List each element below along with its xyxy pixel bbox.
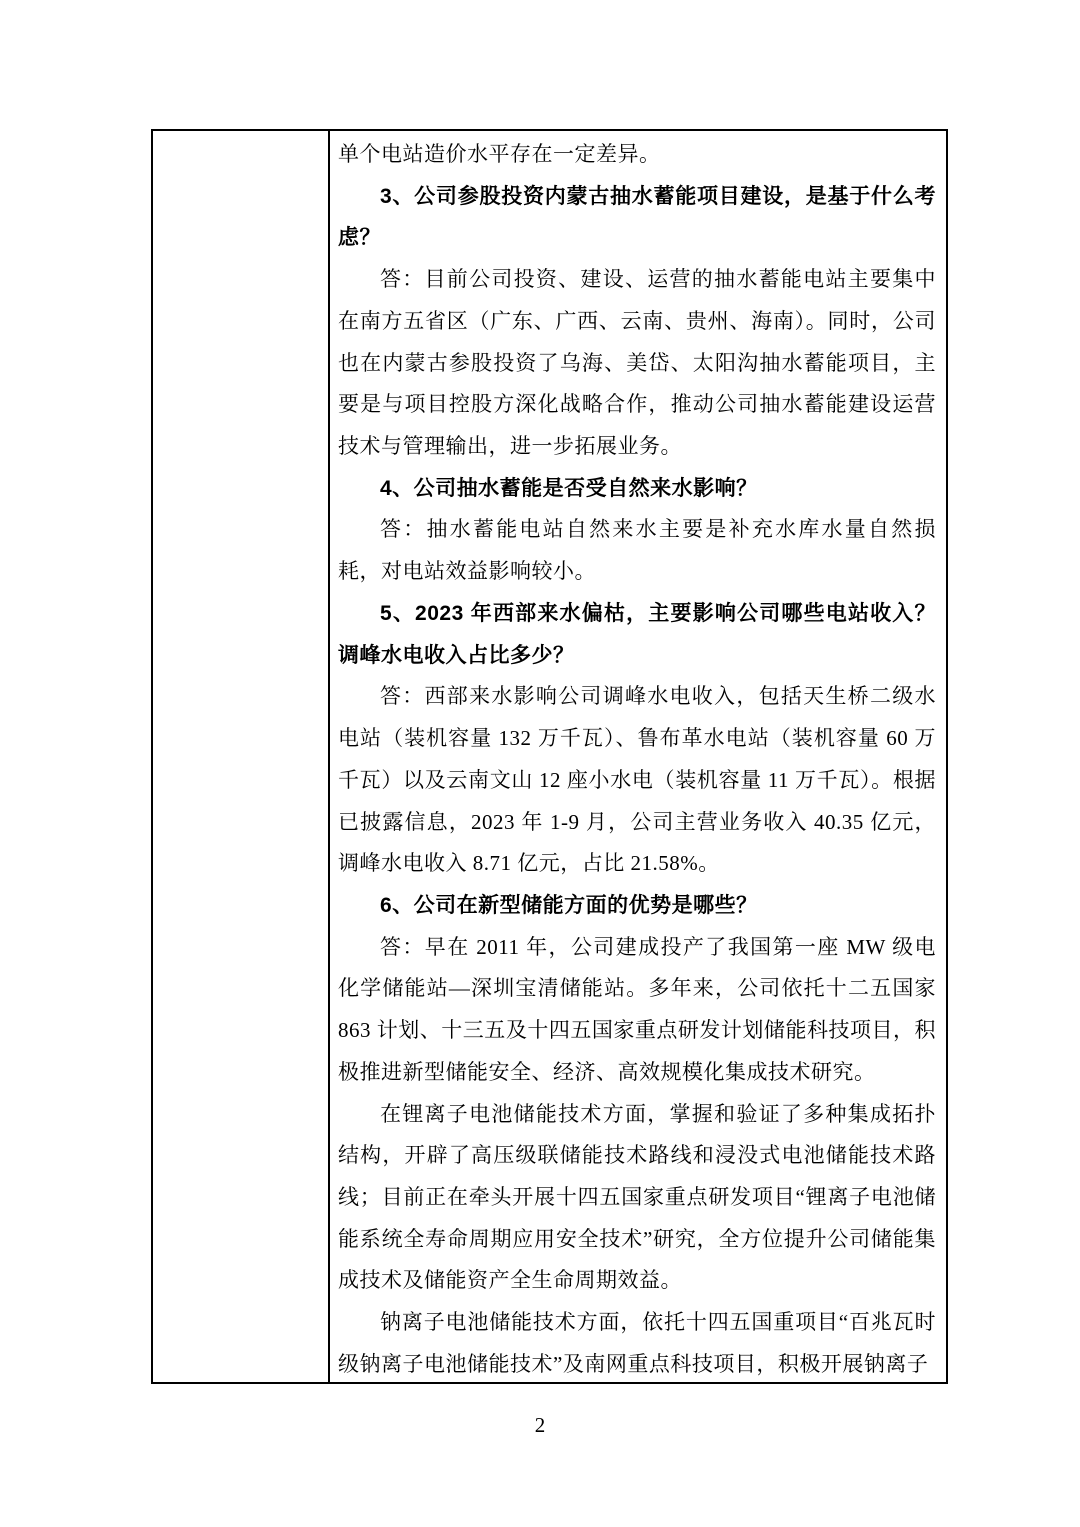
table-left-cell (153, 131, 330, 1382)
qa-paragraph: 单个电站造价水平存在一定差异。 (338, 142, 661, 166)
qa-paragraph: 答：目前公司投资、建设、运营的抽水蓄能电站主要集中在南方五省区（广东、广西、云南、贵州、海南）。同时，公司也在内蒙古参股投资了乌海、美岱、太阳沟抽水蓄能项目，主要是与项目控股方深化战略合作，推动公司抽水蓄能建设运营技术与管理输出，进一步拓展业务。 (338, 267, 936, 459)
qa-paragraph: 5、2023 年西部来水偏枯，主要影响公司哪些电站收入？调峰水电收入占比多少？ (338, 601, 936, 667)
qa-paragraph: 在锂离子电池储能技术方面，掌握和验证了多种集成拓扑结构，开辟了高压级联储能技术路线和浸没式电池储能技术路线；目前正在牵头开展十四五国家重点研发项目“锂离子电池储能系统全寿命周期应用安全技术”研究，全方位提升公司储能集成技术及储能资产全生命周期效益。 (338, 1101, 936, 1293)
qa-paragraph: 答：抽水蓄能电站自然来水主要是补充水库水量自然损耗，对电站效益影响较小。 (338, 517, 936, 584)
qa-paragraph: 钠离子电池储能技术方面，依托十四五国重项目“百兆瓦时级钠离子电池储能技术”及南网重点科技项目，积极开展钠离子 (338, 1310, 936, 1376)
table-right-cell (330, 131, 946, 1382)
qa-table (151, 129, 948, 1384)
qa-paragraph: 3、公司参股投资内蒙古抽水蓄能项目建设，是基于什么考虑？ (338, 184, 936, 250)
qa-paragraph: 6、公司在新型储能方面的优势是哪些？ (380, 893, 758, 917)
qa-paragraph: 4、公司抽水蓄能是否受自然来水影响？ (380, 476, 758, 500)
page-number: 2 (534, 1413, 546, 1437)
qa-paragraph: 答：西部来水影响公司调峰水电收入，包括天生桥二级水电站（装机容量 132 万千瓦）、鲁布革水电站（装机容量 60 万千瓦）以及云南文山 12 座小水电（装机容量 11 万千瓦）。根据已披露信息，2023 年 1-9 月，公司主营业务收入 40.35 亿元，调峰水电收入 8.71 亿元，占比 21.58%。 (338, 684, 936, 876)
qa-paragraph: 答：早在 2011 年，公司建成投产了我国第一座 MW 级电化学储能站—深圳宝清储能站。多年来，公司依托十二五国家 863 计划、十三五及十四五国家重点研发计划储能科技项目，积极推进新型储能安全、经济、高效规模化集成技术研究。 (338, 934, 936, 1084)
